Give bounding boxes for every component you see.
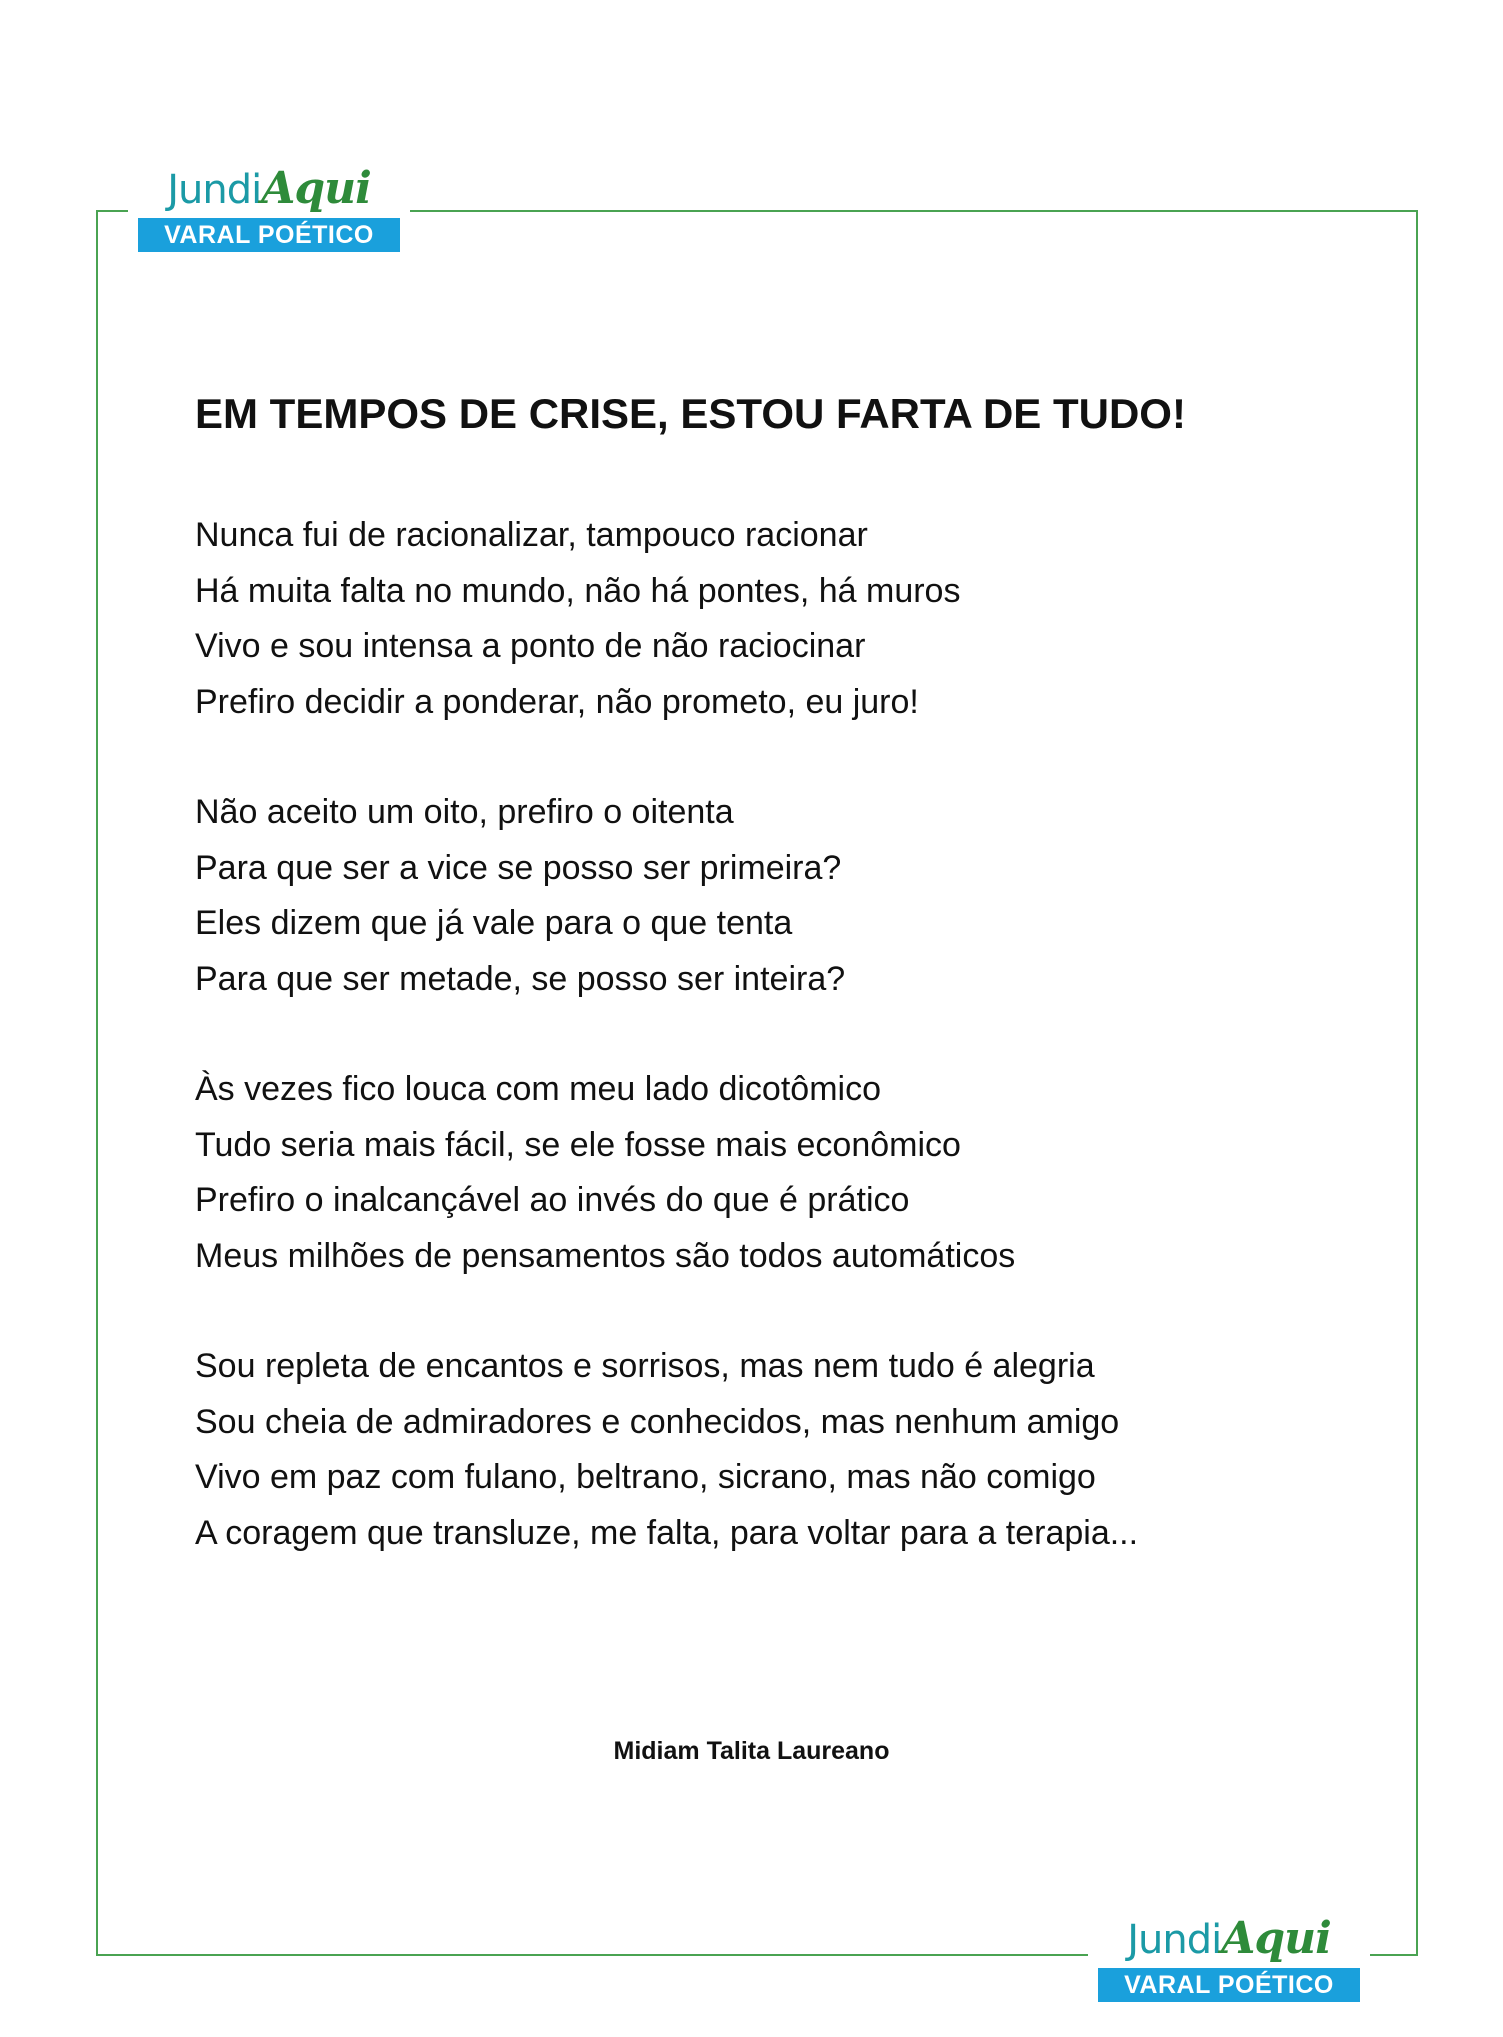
poem-line: Vivo em paz com fulano, beltrano, sicrano, mas não comigo bbox=[195, 1458, 1096, 1496]
poem-line: Tudo seria mais fácil, se ele fosse mais econômico bbox=[195, 1125, 961, 1164]
poem-line: Prefiro o inalcançável ao invés do que é prático bbox=[195, 1181, 910, 1219]
poem-title: EM TEMPOS DE CRISE, ESTOU FARTA DE TUDO! bbox=[195, 390, 1186, 437]
logo-bottom bbox=[1088, 1910, 1370, 2002]
poem-line: Às vezes fico louca com meu lado dicotômico bbox=[195, 1070, 881, 1108]
logo-brand-jundi: Jundi bbox=[1127, 1917, 1222, 1963]
poem-line: Prefiro decidir a ponderar, não prometo, eu juro! bbox=[195, 682, 919, 721]
logo-wordmark bbox=[1098, 1910, 1360, 1968]
poem-line: Para que ser metade, se posso ser inteira? bbox=[195, 959, 846, 998]
poem-line: Sou cheia de admiradores e conhecidos, mas nenhum amigo bbox=[195, 1402, 1120, 1441]
poem-line: Nunca fui de racionalizar, tampouco racionar bbox=[195, 516, 868, 554]
logo-tagline: VARAL POÉTICO bbox=[138, 218, 400, 252]
logo-wordmark bbox=[138, 160, 400, 218]
logo-top bbox=[128, 160, 410, 252]
poem-line: Vivo e sou intensa a ponto de não raciocinar bbox=[195, 627, 866, 665]
logo-brand-aqui: Aqui bbox=[1221, 1913, 1331, 1964]
poem-line: Há muita falta no mundo, não há pontes, há muros bbox=[195, 571, 961, 610]
poem-line: Eles dizem que já vale para o que tenta bbox=[195, 904, 793, 942]
poem-author: Midiam Talita Laureano bbox=[613, 1737, 890, 1765]
stanza-3 bbox=[195, 1062, 1345, 1284]
poem-line: Meus milhões de pensamentos são todos automáticos bbox=[195, 1236, 1016, 1275]
stanza-1 bbox=[195, 508, 1345, 730]
poem-line: Não aceito um oito, prefiro o oitenta bbox=[195, 793, 734, 831]
logo-tagline: VARAL POÉTICO bbox=[1098, 1968, 1360, 2002]
stanza-2 bbox=[195, 785, 1345, 1007]
logo-brand-aqui: Aqui bbox=[261, 163, 371, 214]
stanza-4 bbox=[195, 1339, 1345, 1561]
logo-brand-jundi: Jundi bbox=[167, 167, 262, 213]
poem-body bbox=[195, 508, 1345, 1616]
poem-line: Para que ser a vice se posso ser primeira? bbox=[195, 848, 842, 887]
poem-line: Sou repleta de encantos e sorrisos, mas nem tudo é alegria bbox=[195, 1347, 1095, 1385]
poem-line: A coragem que transluze, me falta, para voltar para a terapia... bbox=[195, 1513, 1139, 1552]
